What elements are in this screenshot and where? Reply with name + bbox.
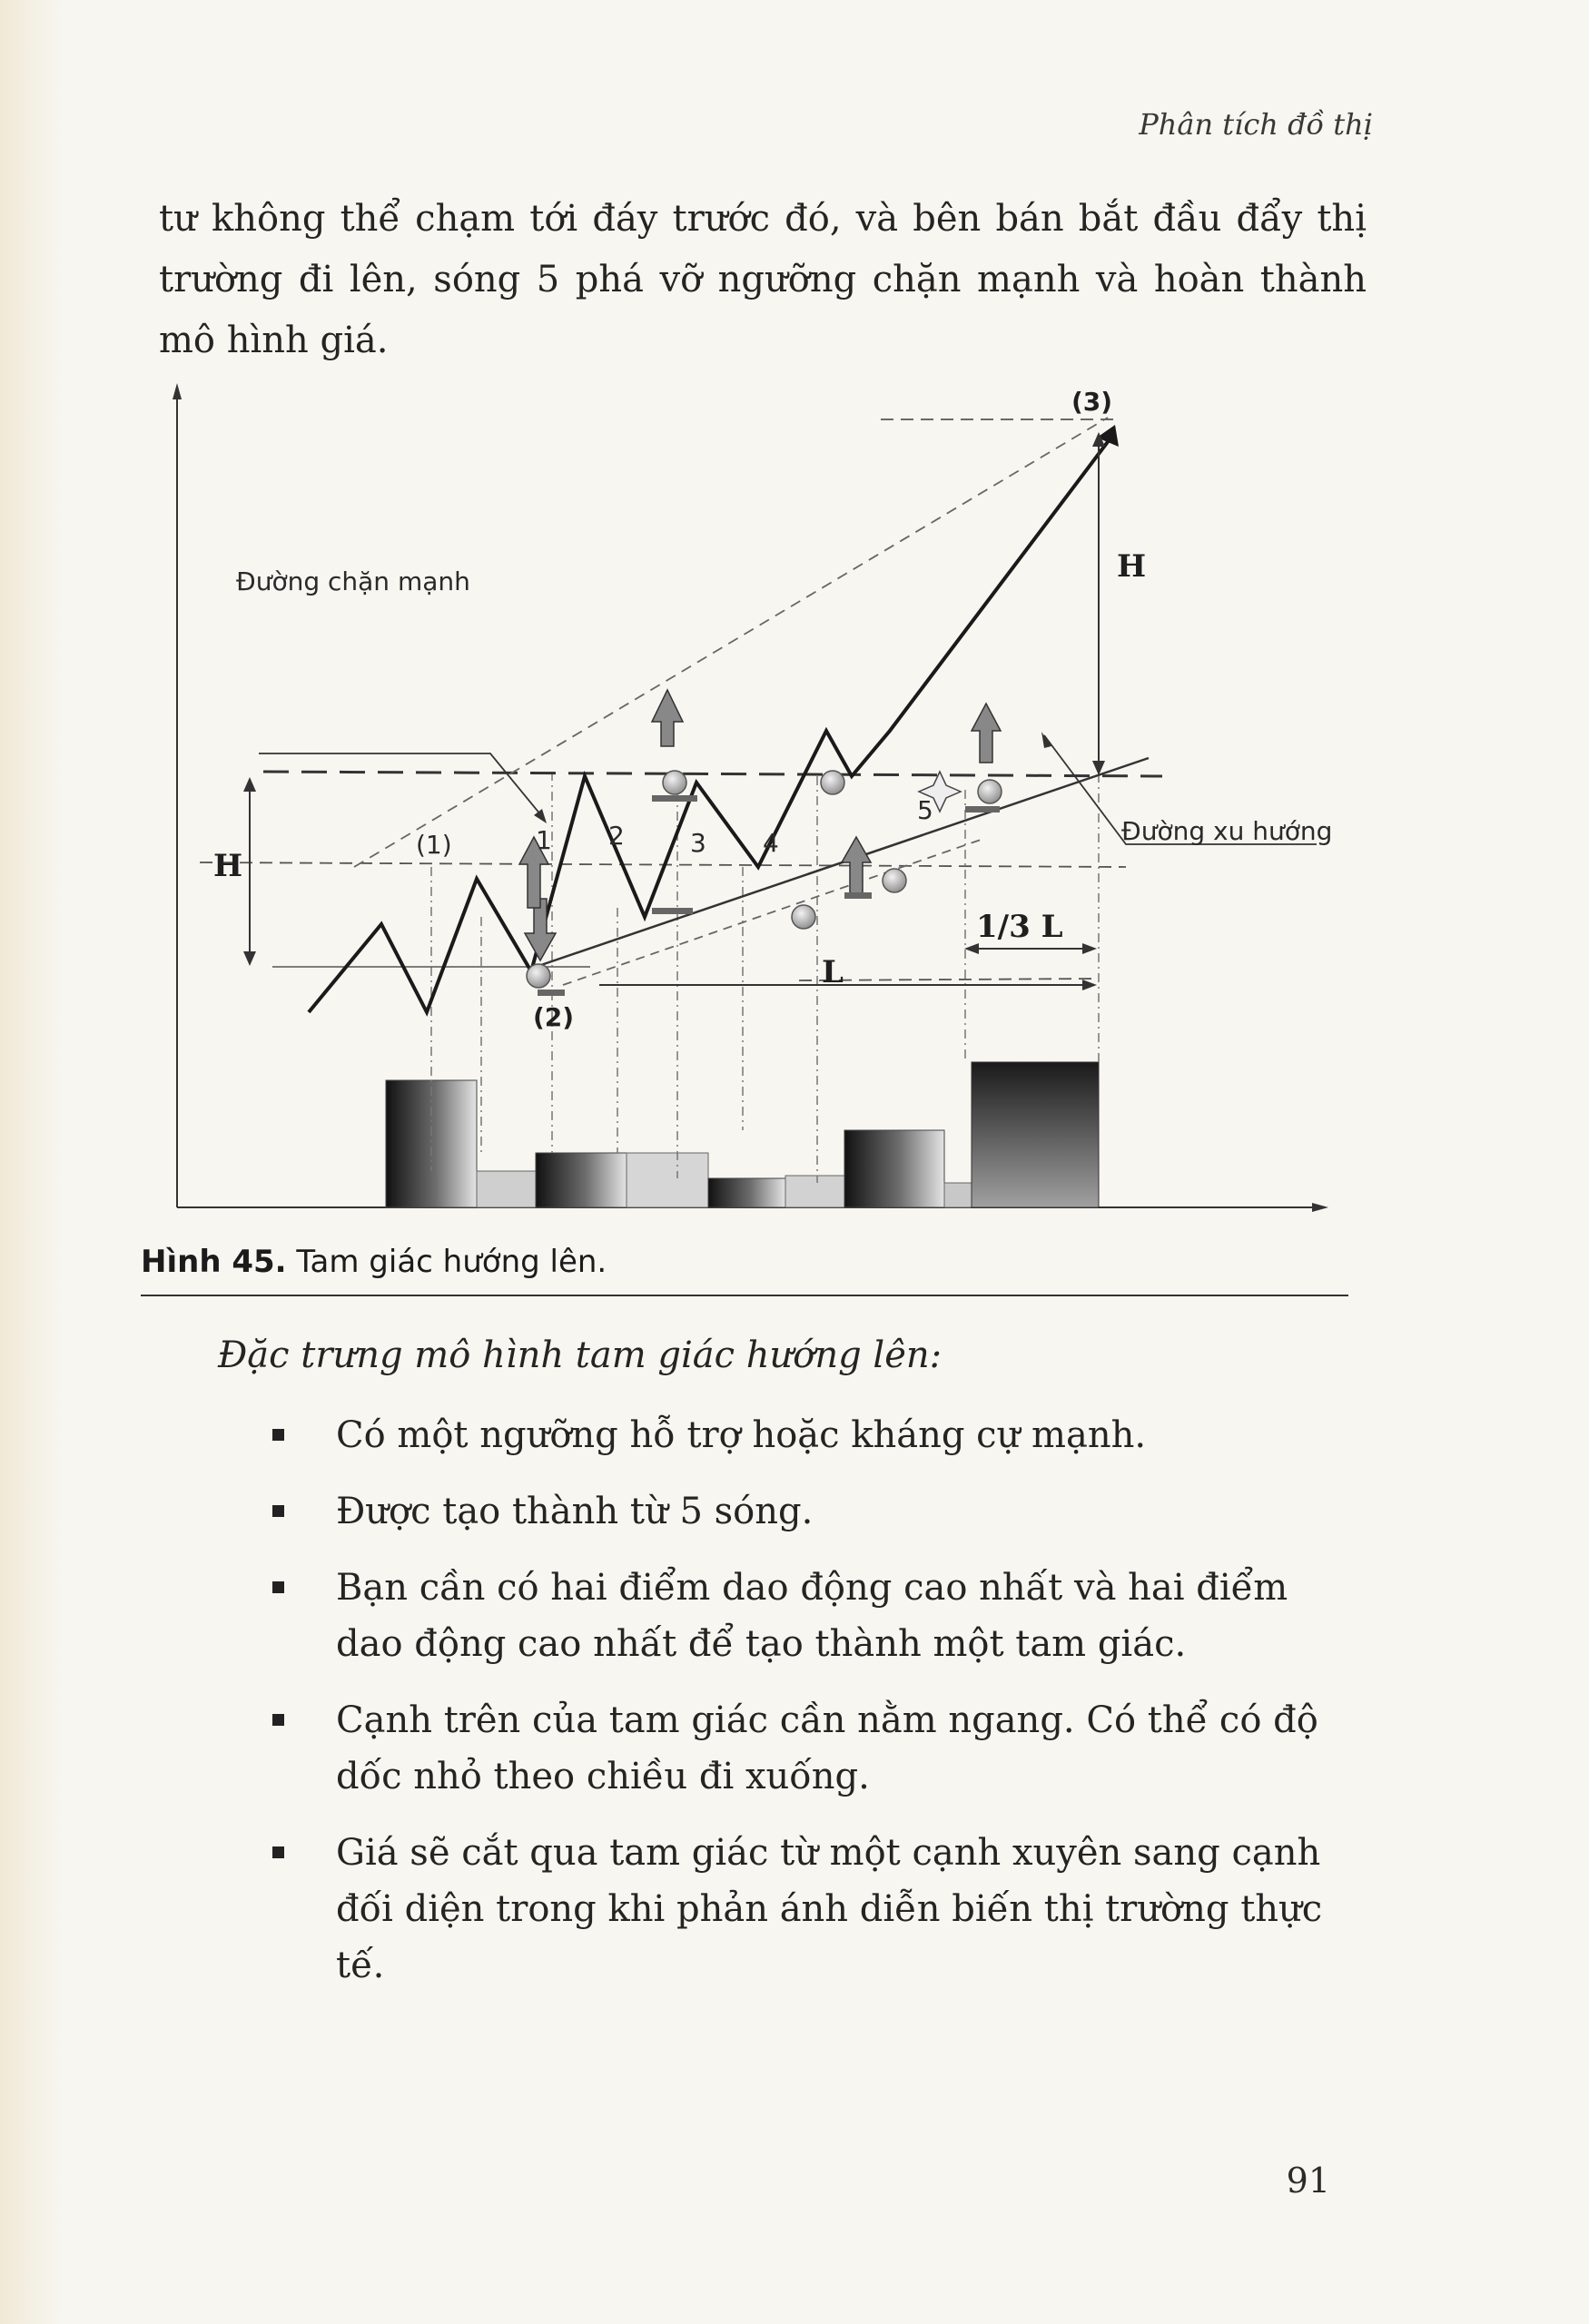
arrow-right-icon [1082,980,1097,990]
body-paragraph: tư không thể chạm tới đáy trước đó, và bên bán bắt đầu đẩy thị trường đi lên, sóng 5 phá vỡ ngưỡng chặn mạnh và hoàn thành mô hình giá. [159,198,1367,361]
volume-bars [386,1062,1099,1207]
bullet-square-icon [272,1505,284,1517]
wave-4-label: 4 [763,828,779,858]
y-axis-arrow-icon [173,383,182,399]
marker-bar [652,795,697,802]
fat-arrow-up-icon [652,690,683,746]
volume-bar [972,1062,1099,1207]
fat-arrow-up-icon [842,837,871,897]
volume-bar [785,1176,844,1207]
volume-bar [844,1130,944,1207]
running-header: Phân tích đồ thị [1139,107,1373,142]
leader-arrow-icon [534,809,547,823]
resistance-line-label: Đường chặn mạnh [236,566,470,596]
features-list [272,1407,1344,2014]
resistance-line [263,772,1162,776]
features-title: Đặc trưng mô hình tam giác hướng lên: [218,1334,943,1376]
page-spine-shadow [0,0,64,2324]
pivot-node [821,771,844,794]
ascending-triangle-figure [136,372,1335,1235]
page-number: 91 [1286,2161,1330,2201]
wave-3-label: 3 [690,828,706,858]
point-2-label: (2) [533,1002,575,1032]
list-item-text: Có một ngưỡng hỗ trợ hoặc kháng cự mạnh. [336,1414,1147,1456]
figure-caption [141,1244,1348,1296]
volume-bar [386,1080,477,1207]
pivot-node [978,780,1002,803]
list-item [272,1692,1344,1805]
list-item-text: Giá sẽ cắt qua tam giác từ một cạnh xuyên sang cạnh đối diện trong khi phản ánh diễn biến thị trường thực tế. [336,1832,1323,1986]
list-item-text: Cạnh trên của tam giác cần nằm ngang. Có thể có độ dốc nhỏ theo chiều đi xuống. [336,1699,1318,1797]
resistance-leader [259,753,545,820]
list-item [272,1560,1344,1672]
height-label-right: H [1117,548,1147,585]
pivot-node [663,771,686,794]
bullet-square-icon [272,1429,284,1441]
list-item [272,1483,1344,1540]
volume-bar [708,1178,785,1207]
bullet-square-icon [272,1714,284,1726]
figure-caption-number: Hình 45. [141,1244,287,1280]
list-item-text: Được tạo thành từ 5 sóng. [336,1491,814,1532]
marker-bar [844,892,872,899]
point-3-label: (3) [1071,387,1113,417]
trend-line-label: Đường xu hướng [1121,816,1333,846]
list-item [272,1825,1344,1994]
pivot-node [883,869,906,892]
height-label-left: H [213,848,243,884]
marker-bar [652,908,693,914]
leader-arrow-icon [1041,732,1051,748]
volume-bar [627,1153,708,1207]
l-level-line [799,979,1099,980]
point-1-label: (1) [416,830,452,860]
figure-caption-text: Tam giác hướng lên. [296,1244,607,1280]
list-item [272,1407,1344,1463]
bullet-square-icon [272,1581,284,1593]
wave-5-label: 5 [917,795,933,825]
marker-bar [965,806,1000,812]
arrow-up-icon [243,777,256,792]
bullet-square-icon [272,1846,284,1858]
length-label: L [822,954,844,990]
arrow-right-icon [1082,943,1097,954]
trend-line-lower [563,840,981,985]
pivot-node [792,905,815,929]
volume-bar [944,1183,972,1207]
list-item-text: Bạn cần có hai điểm dao động cao nhất và hai điểm dao động cao nhất để tạo thành một tam giác. [336,1567,1288,1665]
marker-bar [538,990,565,996]
fat-arrow-up-icon [972,704,1001,763]
volume-bar [477,1171,536,1207]
volume-bar [536,1153,627,1207]
wave-1-label: 1 [536,825,552,855]
pivot-node [527,964,550,988]
wave-2-label: 2 [608,821,625,851]
x-axis-arrow-icon [1312,1203,1328,1212]
ascending-triangle-diagram [136,372,1335,1235]
third-length-label: 1/3 L [976,909,1063,945]
arrow-down-icon [243,951,256,966]
